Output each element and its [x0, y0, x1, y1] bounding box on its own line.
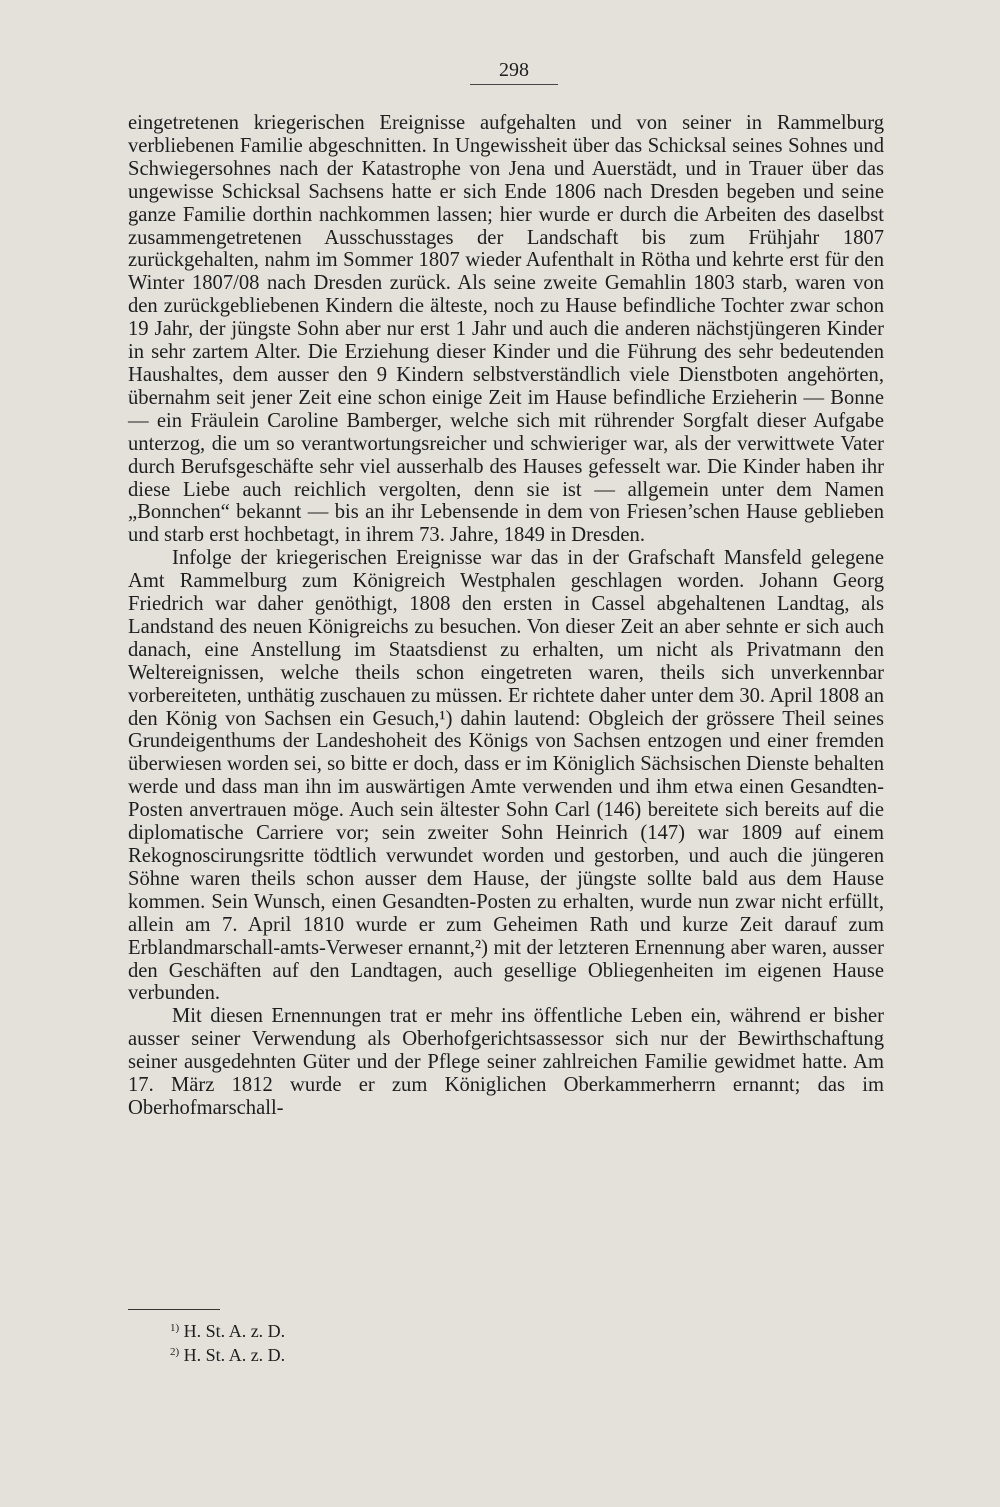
page-number: 298	[470, 58, 558, 85]
body-text	[128, 112, 884, 1120]
paragraph: eingetretenen kriegerischen Ereignisse aufgehalten und von seiner in Rammelburg verbliebenen Familie abgeschnitten. In Ungewissheit über das Schicksal seines Sohnes und Schwiegersohnes nach der Katastrophe von Jena und Auerstädt, und in Trauer über das ungewisse Schicksal Sachsens hatte er sich Ende 1806 nach Dresden begeben und seine ganze Familie dorthin nachkommen lassen; hier wurde er durch die Arbeiten des daselbst zusammengetretenen Ausschusstages der Landschaft bis zum Frühjahr 1807 zurückgehalten, nahm im Sommer 1807 wieder Aufenthalt in Rötha und kehrte erst für den Winter 1807/08 nach Dresden zurück. Als seine zweite Gemahlin 1803 starb, waren von den zurückgebliebenen Kindern die älteste, noch zu Hause befindliche Tochter zwar schon 19 Jahr, der jüngste Sohn aber nur erst 1 Jahr und auch die anderen nächstjüngeren Kinder in sehr zartem Alter. Die Erziehung dieser Kinder und die Führung des sehr bedeutenden Haushaltes, dem ausser den 9 Kindern selbstverständlich viele Dienstboten angehörten, übernahm seit jener Zeit eine schon einige Zeit im Hause befindliche Erzieherin — Bonne — ein Fräulein Caroline Bamberger, welche sich mit rührender Sorgfalt dieser Aufgabe unterzog, die um so verantwortungsreicher und schwieriger war, als der verwittwete Vater durch Berufsgeschäfte sehr viel ausserhalb des Hauses gefesselt war. Die Kinder haben ihr diese Liebe auch reichlich vergolten, denn sie ist — allgemein unter dem Namen „Bonnchen“ bekannt — bis an ihr Lebensende in dem von Friesen’schen Hause geblieben und starb erst hochbetagt, in ihrem 73. Jahre, 1849 in Dresden.	[128, 112, 884, 547]
paragraph: Mit diesen Ernennungen trat er mehr ins öffentliche Leben ein, während er bisher ausser seiner Verwendung als Oberhofgerichtsassessor sich nur der Bewirthschaftung seiner ausgedehnten Güter und der Pflege seiner zahlreichen Familie gewidmet hatte. Am 17. März 1812 wurde er zum Königlichen Oberkammerherrn ernannt; das im Oberhofmarschall-	[128, 1005, 884, 1119]
footnote-text: H. St. A. z. D.	[183, 1321, 286, 1341]
footnote-text: H. St. A. z. D.	[183, 1345, 286, 1365]
footnote-mark: 2)	[170, 1346, 180, 1358]
footnote-mark: 1)	[170, 1322, 180, 1334]
paragraph: Infolge der kriegerischen Ereignisse war das in der Grafschaft Mansfeld gelegene Amt Rammelburg zum Königreich Westphalen geschlagen worden. Johann Georg Friedrich war daher genöthigt, 1808 den ersten in Cassel abgehaltenen Landtag, als Landstand des neuen Königreichs zu besuchen. Von dieser Zeit an aber sehnte er sich auch danach, eine Anstellung im Staatsdienst zu erhalten, um nicht als Privatmann den Weltereignissen, welche theils schon eingetreten waren, theils sich unverkennbar vorbereiteten, unthätig zuschauen zu müssen. Er richtete daher unter dem 30. April 1808 an den König von Sachsen ein Gesuch,¹) dahin lautend: Obgleich der grössere Theil seines Grundeigenthums der Landeshoheit des Königs von Sachsen entzogen und einer fremden überwiesen worden sei, so bitte er doch, dass er im Königlich Sächsischen Dienste behalten werde und dass man ihn im auswärtigen Amte verwenden und ihm etwa einen Gesandten-Posten anvertrauen möge. Auch sein ältester Sohn Carl (146) bereitete sich bereits auf die diplomatische Carriere vor; sein zweiter Sohn Heinrich (147) war 1809 auf einem Rekognoscirungsritte tödtlich verwundet worden und gestorben, und auch die jüngeren Söhne waren theils schon ausser dem Hause, der jüngste sollte bald aus dem Hause kommen. Sein Wunsch, einen Gesandten-Posten zu erhalten, wurde nun zwar nicht erfüllt, allein am 7. April 1810 wurde er zum Geheimen Rath und kurze Zeit darauf zum Erblandmarschall-amts-Verweser ernannt,²) mit der letzteren Ernennung aber waren, ausser den Geschäften auf den Landtagen, auch gesellige Obliegenheiten im eigenen Hause verbunden.	[128, 547, 884, 1005]
footnote	[170, 1342, 570, 1366]
footnotes	[170, 1318, 570, 1366]
footnote-divider	[128, 1309, 220, 1310]
footnote	[170, 1318, 570, 1342]
